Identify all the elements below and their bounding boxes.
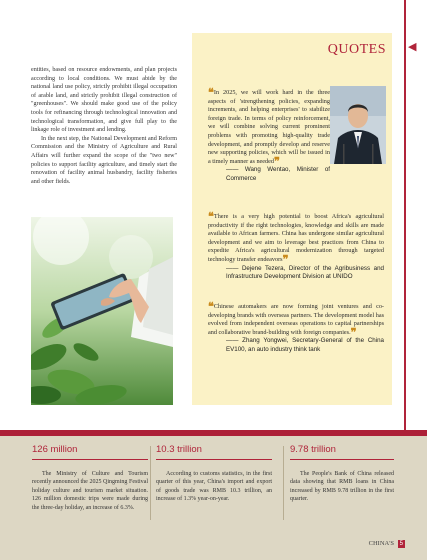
close-quote-icon: ❞ [282, 253, 289, 266]
open-quote-icon: ❝ [208, 301, 214, 313]
left-arrow-icon: ◀ [408, 41, 417, 53]
stat-2 [156, 444, 272, 504]
speaker-portrait [330, 86, 386, 164]
left-column-text [31, 66, 177, 186]
magazine-name: CHINA'S [368, 540, 395, 547]
open-quote-icon: ❝ [208, 87, 214, 99]
quote-1-attribution: —— Wang Wentao, Minister of Commerce [226, 166, 330, 182]
quote-2 [208, 213, 384, 281]
stat-1 [32, 444, 148, 512]
stat-2-text: According to customs statistics, in the first quarter of this year, China's import and export of goods trade was RMB 10.3 trillion, an increase of 1.3% year-on-year. [156, 471, 272, 503]
stat-3 [290, 444, 394, 504]
close-quote-icon: ❞ [273, 155, 280, 168]
page-footer [369, 540, 405, 548]
greenhouse-tablet-photo [31, 217, 173, 405]
quote-3 [208, 303, 384, 354]
stats-band-top-rule [0, 430, 427, 436]
stat-2-number: 10.3 trillion [156, 444, 272, 460]
quotes-title: QUOTES [327, 42, 386, 57]
quote-1-text: In 2025, we will work hard in the three aspects of 'strengthening policies, expanding increments, and helping enterprises' to stabilize foreign trade. In terms of policy reinforcement, we will combine solving current prominent problems with promoting high-quality trade development, and promptly develop and reserve new supporting policies, which will be issued in a timely manner as needed [208, 89, 330, 165]
quote-2-attribution: —— Dejene Tezera, Director of the Agribusiness and Infrastructure Development Division at UNIDO [226, 264, 384, 280]
stat-1-number: 126 million [32, 444, 148, 460]
left-paragraph-2: In the next step, the National Development and Reform Commission and the Ministry of Agriculture and Rural Affairs will further expand the scope of the "two new" policies to support facility agriculture, and timely start the renovation of facility animal husbandry, facility fisheries and other fields. [31, 135, 177, 185]
stat-divider [150, 446, 151, 520]
close-quote-icon: ❞ [350, 326, 357, 339]
stat-3-text: The People's Bank of China released data showing that RMB loans in China increased by RMB 9.78 trillion in the first quarter. [290, 471, 394, 503]
stat-3-number: 9.78 trillion [290, 444, 394, 460]
quote-2-text: There is a very high potential to boost Africa's agricultural productivity if the right technologies, knowledge and skills are made available to African farmers. China has undergone similar agricultural development and we aim to leverage best practices from China to expedite Africa's agricultural modernization through targeted technology transfer endeavors [208, 213, 384, 263]
vertical-rule [404, 0, 406, 430]
stat-divider [283, 446, 284, 520]
quote-3-text: Chinese automakers are now forming joint ventures and co-developing brands with overseas partners. The development model has evolved from independent overseas operations to capital partnerships and collaborative brand-building with foreign companies. [208, 303, 384, 336]
stat-1-text: The Ministry of Culture and Tourism recently announced the 2025 Qingming Festival holiday culture and tourism market situation. 126 million domestic trips were made during the three-day holiday, an increase of 6.3%. [32, 471, 148, 511]
quote-3-attribution: —— Zhang Yongwei, Secretary-General of the China EV100, an auto industry think tank [226, 337, 384, 353]
left-paragraph-1: entities, based on resource endowments, and plan projects according to local conditions. We must abide by the national land use policy, strictly prohibit illegal occupation of arable land, and strictly prohibit illegal construction of "greenhouses". We should make good use of the policy tools for refinancing through technological innovation and technological transformation, and give full play to the linkage role of investment and lending. [31, 67, 177, 134]
quote-1 [208, 89, 330, 183]
open-quote-icon: ❝ [208, 211, 214, 223]
page-number: 5 [399, 541, 403, 547]
